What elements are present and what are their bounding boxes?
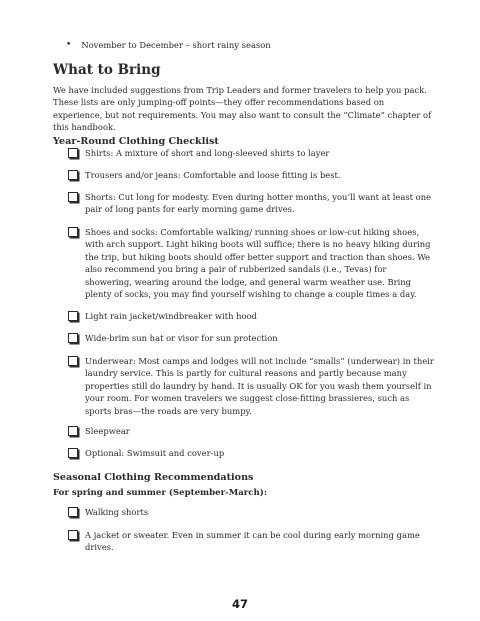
checkbox-icon[interactable] xyxy=(68,148,78,158)
spring-summer-subheading: For spring and summer (September-March): xyxy=(53,488,268,498)
checklist-item[interactable] xyxy=(68,226,436,300)
checklist-item[interactable] xyxy=(68,529,436,554)
checklist-item-text: A jacket or sweater. Even in summer it can be cool during early morning game drives. xyxy=(85,530,420,553)
checklist-item-text: Shorts: Cut long for modesty. Even during hotter months, you’ll want at least one pair of long pants for early morning game drives. xyxy=(85,192,432,215)
checklist-item[interactable] xyxy=(68,447,436,459)
checklist-item-text: Shirts: A mixture of short and long-sleeved shirts to layer xyxy=(85,148,330,158)
checklist-item-text: Trousers and/or jeans: Comfortable and loose fitting is best. xyxy=(85,170,341,180)
checkbox-icon[interactable] xyxy=(68,192,78,202)
checklist-item-text: Optional: Swimsuit and cover-up xyxy=(85,448,225,458)
checklist-item[interactable] xyxy=(68,147,436,159)
page-number: 47 xyxy=(231,597,248,611)
checklist-item-text: Wide-brim sun hat or visor for sun protection xyxy=(85,333,278,343)
checklist-item-text: Underwear: Most camps and lodges will not include “smalls” (underwear) in their laundry service. This is partly for cultural reasons and partly because many properties still do laundry by hand. It is usually OK for you wash them yourself in your room. For women travelers we suggest close-fitting brassieres, such as sports bras—the roads are very bumpy. xyxy=(85,356,434,416)
checklist-item[interactable] xyxy=(68,425,436,437)
checklist-item[interactable] xyxy=(68,332,436,344)
checklist-item-text: Light rain jacket/windbreaker with hood xyxy=(85,311,257,321)
checklist-item-text: Walking shorts xyxy=(85,507,149,517)
checkbox-icon[interactable] xyxy=(68,356,78,366)
checkbox-icon[interactable] xyxy=(68,530,78,540)
checklist-item-text: Shoes and socks: Comfortable walking/ running shoes or low-cut hiking shoes, with arch support. Light hiking boots will suffice; there is no heavy hiking during the trip, but hiking boots should offer better support and traction than shoes. We also recommend you bring a pair of rubberized sandals (i.e., Tevas) for showering, wearing around the lodge, and general warm weather use. Bring plenty of socks, you may find yourself wishing to change a couple times a day. xyxy=(85,227,431,300)
checkbox-icon[interactable] xyxy=(68,426,78,436)
intro-paragraph: We have included suggestions from Trip Leaders and former travelers to help you pack. These lists are only jumping-off points—they offer recommendations based on experience, but not requirements. You may also want to consult the “Climate” chapter of this handbook. xyxy=(53,85,432,133)
checkbox-icon[interactable] xyxy=(68,448,78,458)
section-title: What to Bring xyxy=(53,62,161,78)
checklist-item[interactable] xyxy=(68,191,436,216)
checklist-item-text: Sleepwear xyxy=(85,426,130,436)
checkbox-icon[interactable] xyxy=(68,311,78,321)
checkbox-icon[interactable] xyxy=(68,170,78,180)
checklist-item[interactable] xyxy=(68,169,436,181)
year-round-heading: Year-Round Clothing Checklist xyxy=(53,136,219,147)
checklist-item[interactable] xyxy=(68,355,436,417)
checklist-item[interactable] xyxy=(68,506,436,518)
rainy-season-bullet xyxy=(66,40,271,51)
checklist-item[interactable] xyxy=(68,310,436,322)
checkbox-icon[interactable] xyxy=(68,227,78,237)
seasonal-heading: Seasonal Clothing Recommendations xyxy=(53,472,254,483)
checkbox-icon[interactable] xyxy=(68,333,78,343)
bullet-dot: • xyxy=(66,40,72,50)
bullet-text: November to December – short rainy season xyxy=(81,40,271,50)
checkbox-icon[interactable] xyxy=(68,507,78,517)
